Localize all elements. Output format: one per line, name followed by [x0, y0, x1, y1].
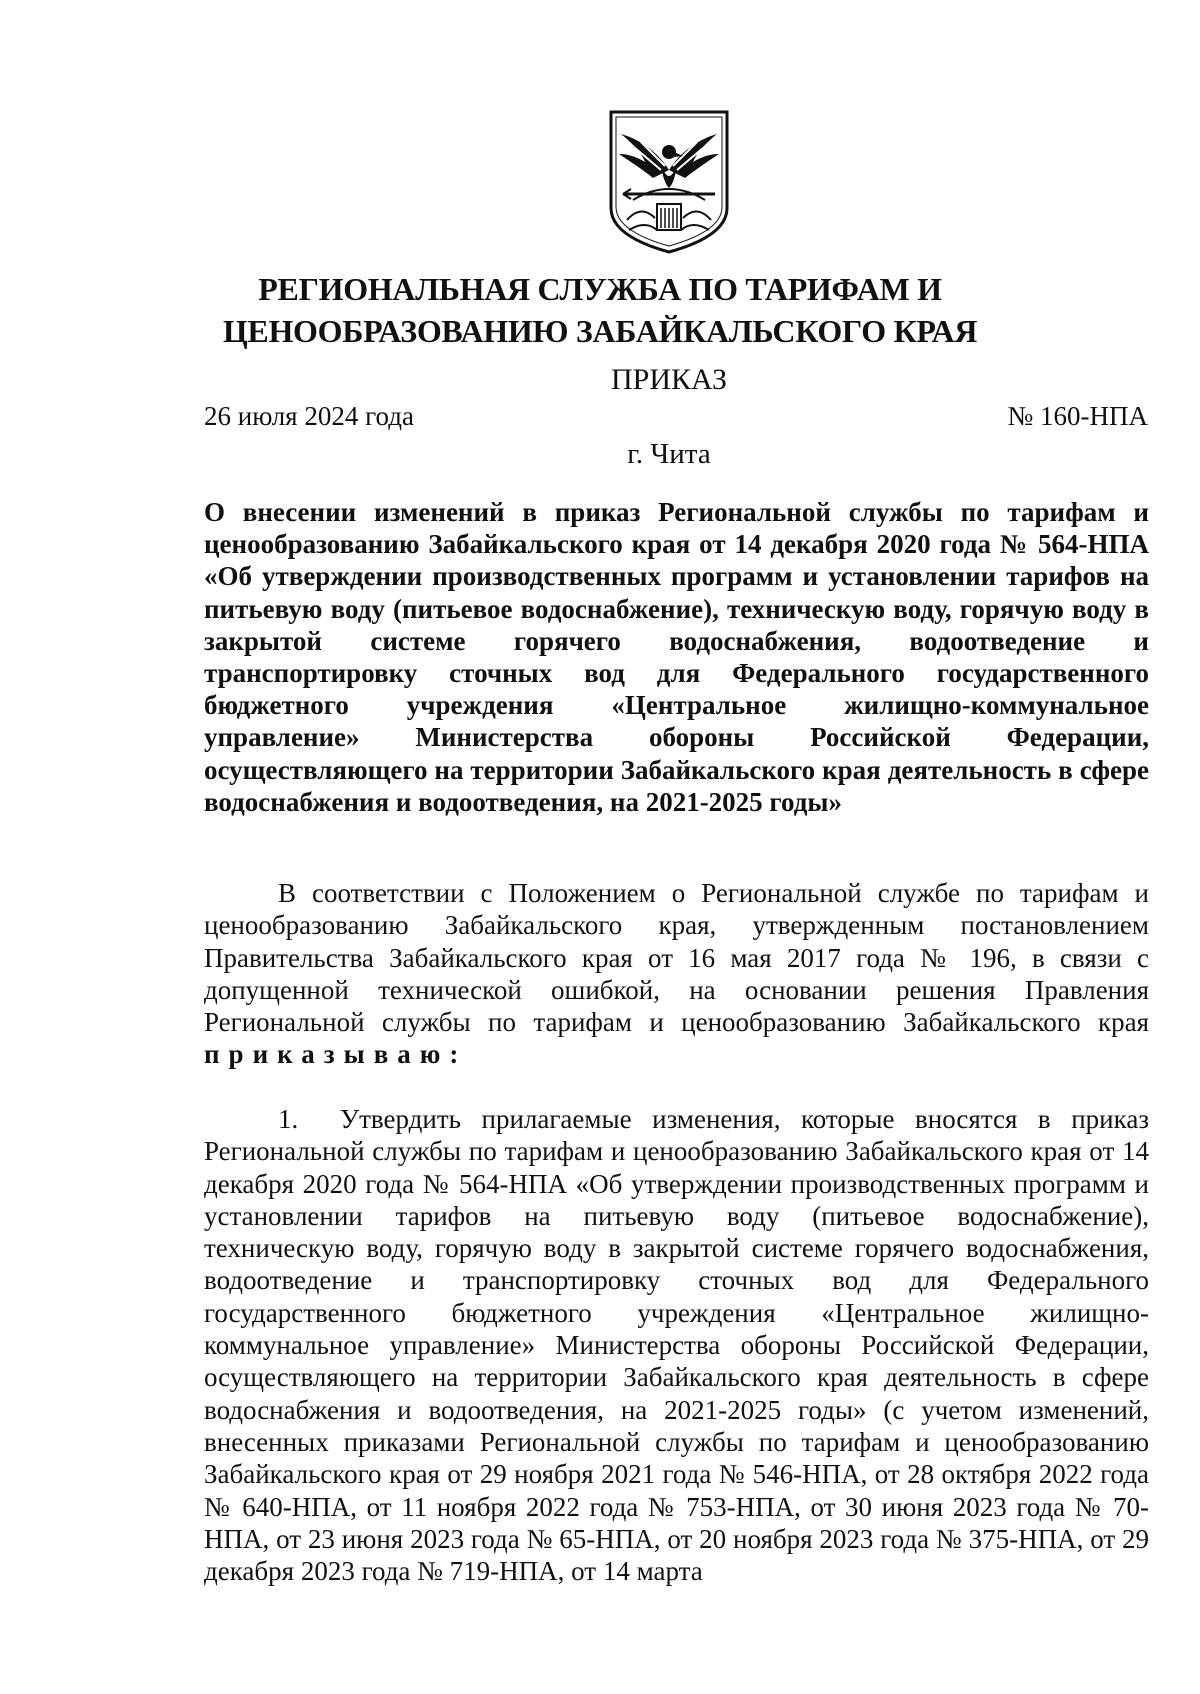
- organization-title: [200, 268, 1000, 352]
- order-city: г. Чита: [627, 438, 711, 470]
- preamble-text: В соответствии с Положением о Региональной службе по тарифам и ценообразованию Забайкальского края, утвержденным постановлением Правительства Забайкальского края от 16 мая 2017 года № 196, в связи с допущенной технической ошибкой, на основании решения Правления Региональной службы по тарифам и ценообразованию Забайкальского края: [204, 878, 1149, 1038]
- preamble-paragraph: [204, 877, 1149, 1071]
- clause-1-text: Утвердить прилагаемые изменения, которые вносятся в приказ Региональной службы по тарифам и ценообразованию Забайкальского края от 14 декабря 2020 года № 564-НПА «Об утверждении производственных программ и установлении тарифов на питьевую воду (питьевое водоснабжение), техническую воду, горячую воду в закрытой системе горячего водоснабжения, водоотведение и транспортировку сточных вод для Федерального государственного бюджетного учреждения «Центральное жилищно-коммунальное управление» Министерства обороны Российской Федерации, осуществляющего на территории Забайкальского края деятельность в сфере водоснабжения и водоотведения, на 2021-2025 годы» (с учетом изменений, внесенных приказами Региональной службы по тарифам и ценообразованию Забайкальского края от 29 ноября 2021 года № 546-НПА, от 28 октября 2022 года № 640-НПА, от 11 ноября 2022 года № 753-НПА, от 30 июня 2023 года № 70-НПА, от 23 июня 2023 года № 65-НПА, от 20 ноября 2023 года № 375-НПА, от 29 декабря 2023 года № 719-НПА, от 14 марта: [204, 1104, 1149, 1587]
- decree-word: приказываю:: [204, 1039, 468, 1070]
- coat-of-arms-icon: [605, 108, 733, 256]
- clause-1: [204, 1103, 1149, 1587]
- order-number: № 160-НПА: [1007, 401, 1148, 431]
- organization-title-line-1: РЕГИОНАЛЬНАЯ СЛУЖБА ПО ТАРИФАМ И: [258, 271, 942, 307]
- organization-title-line-2: ЦЕНООБРАЗОВАНИЮ ЗАБАЙКАЛЬСКОГО КРАЯ: [222, 313, 978, 349]
- clause-1-number: 1.: [278, 1104, 299, 1134]
- order-heading: ПРИКАЗ: [611, 363, 727, 396]
- order-date: 26 июля 2024 года: [204, 401, 414, 431]
- order-subject: О внесении изменений в приказ Региональной службы по тарифам и ценообразованию Забайкальского края от 14 декабря 2020 года № 564-НПА «Об утверждении производственных программ и установлении тарифов на питьевую воду (питьевое водоснабжение), техническую воду, горячую воду в закрытой системе горячего водоснабжения, водоотведение и транспортировку сточных вод для Федерального государственного бюджетного учреждения «Центральное жилищно-коммунальное управление» Министерства обороны Российской Федерации, осуществляющего на территории Забайкальского края деятельность в сфере водоснабжения и водоотведения, на 2021-2025 годы»: [204, 497, 1149, 817]
